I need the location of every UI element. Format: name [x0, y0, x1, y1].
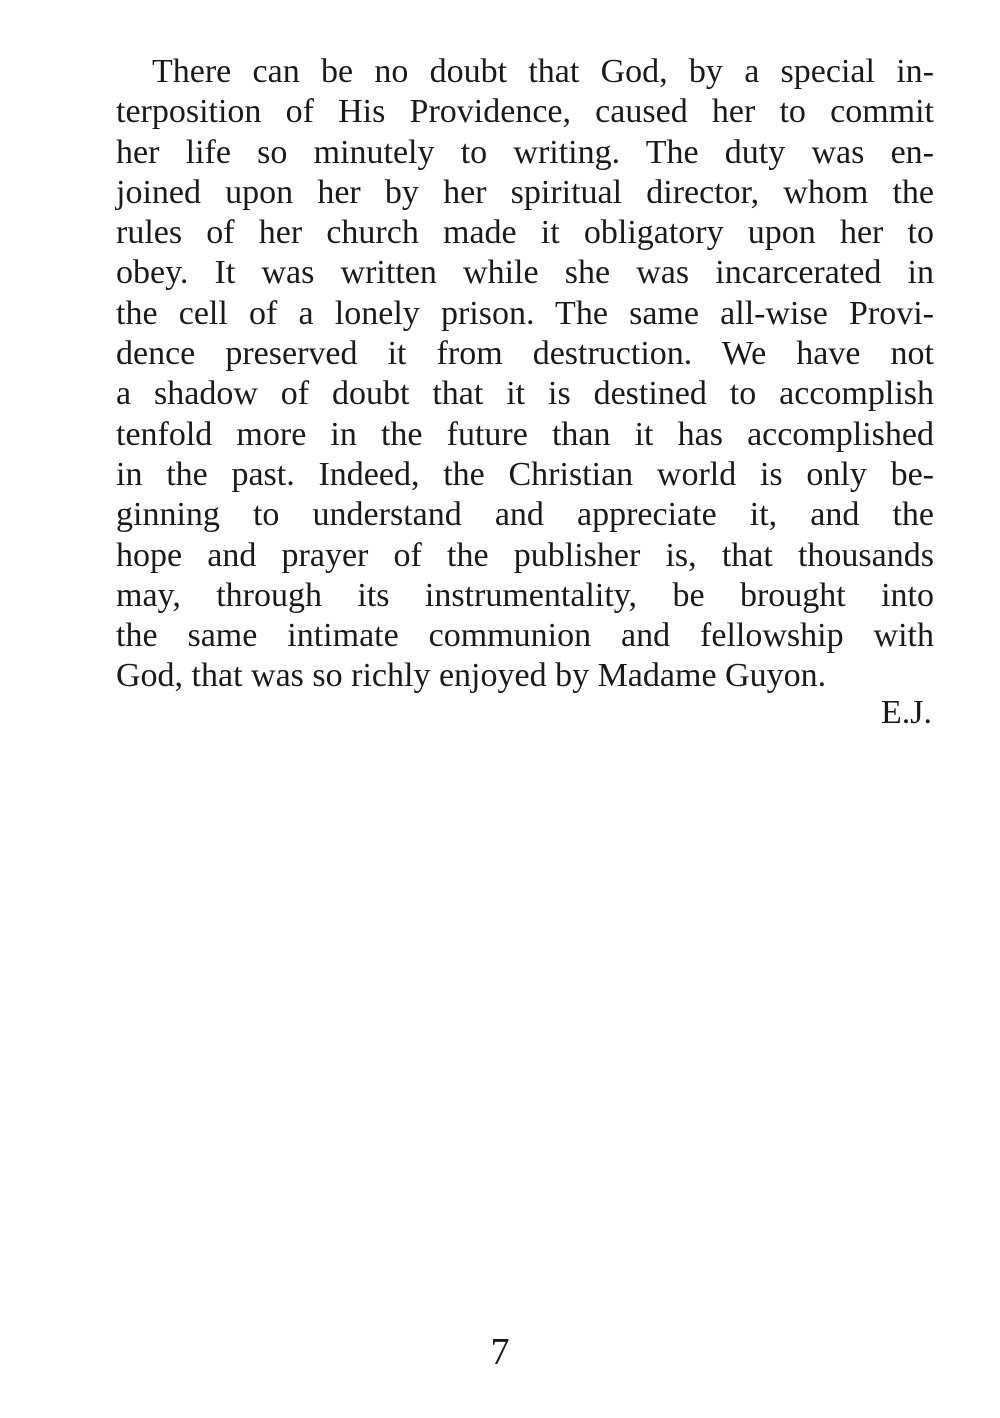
page-number: 7 — [490, 1331, 510, 1373]
body-paragraph — [116, 52, 934, 697]
text-line: terposition of His Providence, caused her to commit — [116, 93, 934, 131]
text-line: the same intimate communion and fellowship with — [116, 617, 934, 655]
text-line: may, through its instrumentality, be brought into — [116, 576, 934, 614]
text-line: rules of her church made it obligatory upon her to — [116, 214, 934, 252]
text-line: tenfold more in the future than it has accomplished — [116, 415, 934, 453]
text-line: her life so minutely to writing. The duty was en- — [116, 133, 934, 171]
text-line: joined upon her by her spiritual director, whom the — [116, 173, 934, 211]
text-line: the cell of a lonely prison. The same all-wise Provi- — [116, 294, 934, 332]
text-line: a shadow of doubt that it is destined to accomplish — [116, 375, 934, 413]
text-line: hope and prayer of the publisher is, that thousands — [116, 536, 934, 574]
text-line: obey. It was written while she was incarcerated in — [116, 254, 934, 292]
text-line: God, that was so richly enjoyed by Madame Guyon. — [116, 657, 827, 695]
text-line: dence preserved it from destruction. We have not — [116, 335, 934, 373]
text-line: There can be no doubt that God, by a special in- — [152, 53, 934, 90]
text-line: ginning to understand and appreciate it, and the — [116, 496, 934, 534]
text-line: in the past. Indeed, the Christian world is only be- — [116, 455, 934, 493]
author-signature: E.J. — [881, 694, 932, 731]
